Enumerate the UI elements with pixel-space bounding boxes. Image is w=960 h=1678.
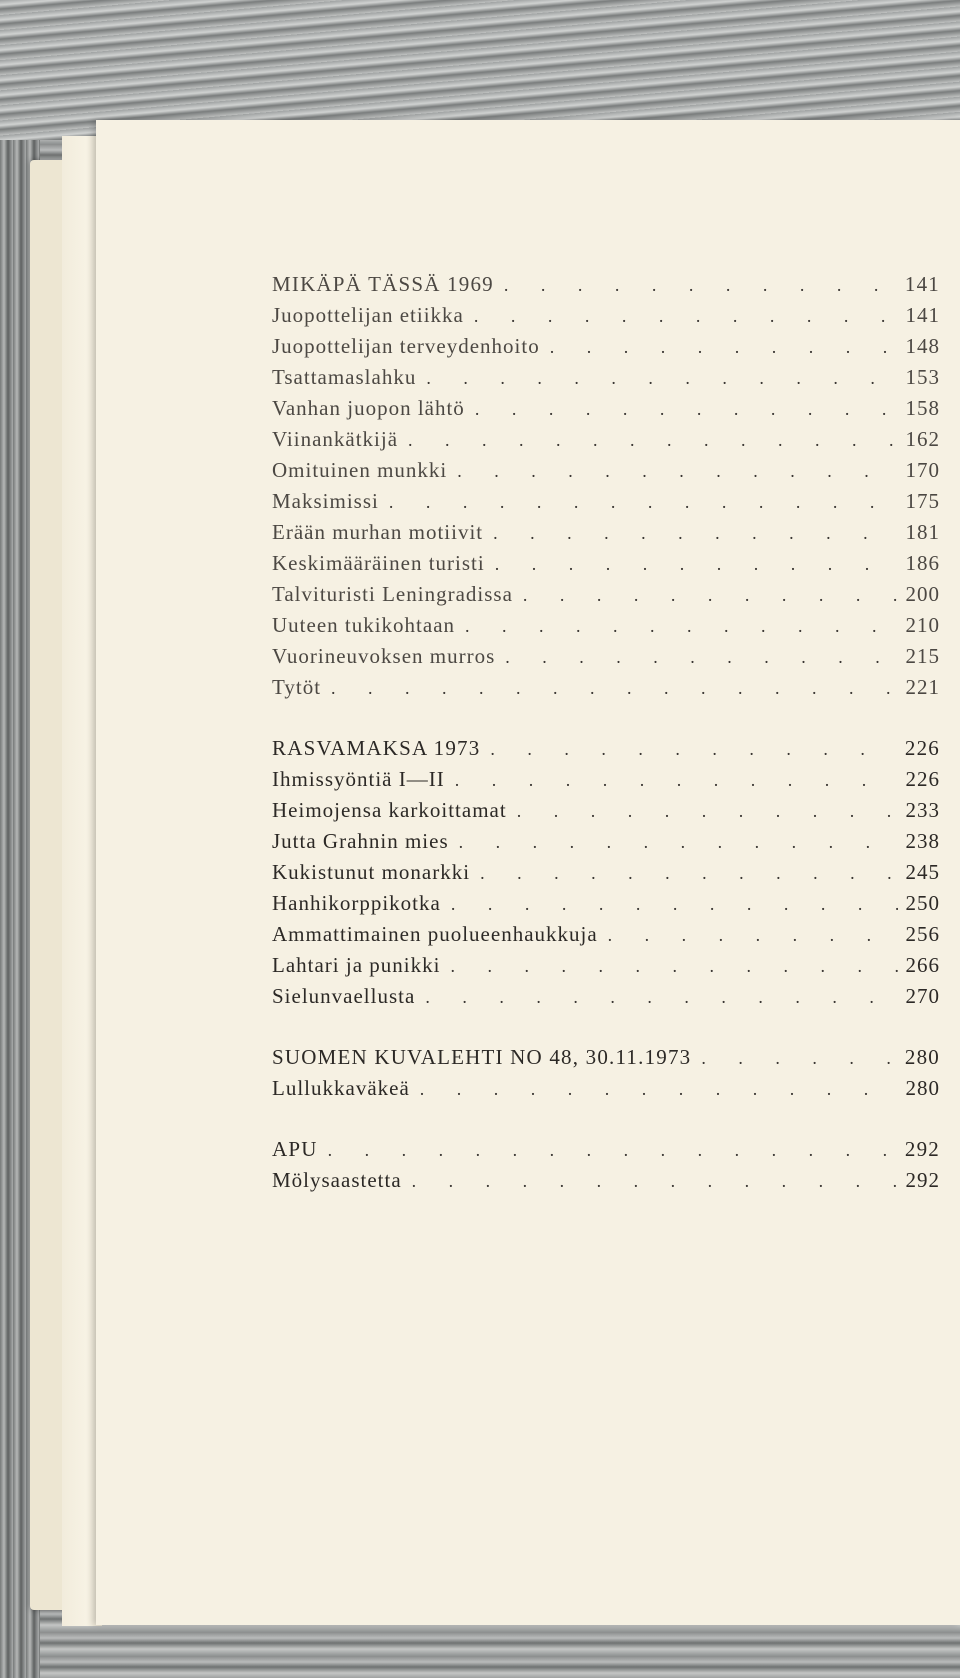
table-of-contents bbox=[272, 272, 940, 1229]
section-title: RASVAMAKSA 1973 bbox=[272, 736, 481, 760]
dot-leader bbox=[459, 832, 898, 853]
page-number: 245 bbox=[905, 860, 940, 884]
dot-leader bbox=[475, 399, 898, 420]
page-number: 170 bbox=[905, 458, 940, 482]
page-number: 292 bbox=[904, 1137, 940, 1161]
dot-leader bbox=[517, 801, 898, 822]
entry-title: Jutta Grahnin mies bbox=[272, 829, 449, 853]
entry-title: Talvituristi Leningradissa bbox=[272, 582, 513, 606]
dot-leader bbox=[425, 987, 898, 1008]
page-number: 266 bbox=[905, 953, 940, 977]
dot-leader bbox=[408, 430, 898, 451]
entry-title: Heimojensa karkoittamat bbox=[272, 798, 507, 822]
page-number: 270 bbox=[905, 984, 940, 1008]
entry-title: Uuteen tukikohtaan bbox=[272, 613, 456, 637]
page-number: 186 bbox=[905, 551, 940, 575]
toc-entry bbox=[272, 644, 940, 675]
entry-title: Omituinen munkki bbox=[272, 458, 448, 482]
entry-title: Lullukkaväkeä bbox=[272, 1076, 410, 1100]
entry-title: Vuorineuvoksen murros bbox=[272, 644, 496, 668]
dot-leader bbox=[412, 1171, 898, 1192]
section-title: MIKÄPÄ TÄSSÄ 1969 bbox=[272, 272, 494, 296]
toc-entry bbox=[272, 1168, 940, 1199]
dot-leader bbox=[490, 739, 898, 760]
page-number: 153 bbox=[905, 365, 940, 389]
dot-leader bbox=[504, 275, 898, 296]
toc-section bbox=[272, 736, 940, 1015]
entry-title: Vanhan juopon lähtö bbox=[272, 396, 465, 420]
page-number: 181 bbox=[905, 520, 940, 544]
dot-leader bbox=[450, 956, 898, 977]
dot-leader bbox=[389, 492, 898, 513]
entry-title: Juopottelijan terveydenhoito bbox=[272, 334, 540, 358]
dot-leader bbox=[550, 337, 898, 358]
wood-background-top bbox=[0, 0, 960, 140]
toc-entry bbox=[272, 798, 940, 829]
toc-section bbox=[272, 1045, 940, 1107]
toc-section-heading bbox=[272, 736, 940, 767]
dot-leader bbox=[465, 616, 898, 637]
toc-entry bbox=[272, 922, 940, 953]
entry-title: Viinankätkijä bbox=[272, 427, 399, 451]
page-number: 226 bbox=[904, 736, 940, 760]
dot-leader bbox=[455, 770, 898, 791]
toc-entry bbox=[272, 458, 940, 489]
entry-title: Tsattamaslahku bbox=[272, 365, 417, 389]
entry-title: Ihmissyöntiä I—II bbox=[272, 767, 445, 791]
dot-leader bbox=[480, 863, 898, 884]
entry-title: Tytöt bbox=[272, 675, 322, 699]
page-number: 292 bbox=[905, 1168, 940, 1192]
section-title: SUOMEN KUVALEHTI NO 48, 30.11.1973 bbox=[272, 1045, 692, 1069]
page-number: 141 bbox=[905, 303, 940, 327]
toc-entry bbox=[272, 675, 940, 706]
toc-section bbox=[272, 1137, 940, 1199]
dot-leader bbox=[701, 1048, 898, 1069]
page-number: 233 bbox=[905, 798, 940, 822]
toc-entry bbox=[272, 1076, 940, 1107]
dot-leader bbox=[608, 925, 898, 946]
entry-title: Erään murhan motiivit bbox=[272, 520, 484, 544]
page-number: 221 bbox=[905, 675, 940, 699]
toc-entry bbox=[272, 334, 940, 365]
page-number: 250 bbox=[905, 891, 940, 915]
dot-leader bbox=[457, 461, 898, 482]
page-number: 200 bbox=[905, 582, 940, 606]
dot-leader bbox=[523, 585, 898, 606]
entry-title: Hanhikorppikotka bbox=[272, 891, 441, 915]
dot-leader bbox=[451, 894, 898, 915]
entry-title: Mölysaastetta bbox=[272, 1168, 402, 1192]
dot-leader bbox=[426, 368, 898, 389]
toc-entry bbox=[272, 365, 940, 396]
page-number: 256 bbox=[905, 922, 940, 946]
entry-title: Juopottelijan etiikka bbox=[272, 303, 464, 327]
toc-section-heading bbox=[272, 1137, 940, 1168]
toc-entry bbox=[272, 582, 940, 613]
dot-leader bbox=[331, 678, 898, 699]
toc-entry bbox=[272, 613, 940, 644]
toc-entry bbox=[272, 860, 940, 891]
page-number: 158 bbox=[905, 396, 940, 420]
entry-title: Lahtari ja punikki bbox=[272, 953, 441, 977]
dot-leader bbox=[495, 554, 898, 575]
toc-section-heading bbox=[272, 1045, 940, 1076]
entry-title: Keskimääräinen turisti bbox=[272, 551, 485, 575]
toc-section-heading bbox=[272, 272, 940, 303]
toc-section bbox=[272, 272, 940, 706]
toc-entry bbox=[272, 303, 940, 334]
page-number: 238 bbox=[905, 829, 940, 853]
dot-leader bbox=[474, 306, 898, 327]
dot-leader bbox=[505, 647, 898, 668]
page-number: 280 bbox=[905, 1076, 940, 1100]
page-number: 210 bbox=[905, 613, 940, 637]
dot-leader bbox=[328, 1140, 898, 1161]
page-number: 215 bbox=[905, 644, 940, 668]
toc-entry bbox=[272, 551, 940, 582]
toc-entry bbox=[272, 953, 940, 984]
toc-entry bbox=[272, 520, 940, 551]
page-number: 141 bbox=[904, 272, 940, 296]
toc-entry bbox=[272, 984, 940, 1015]
toc-entry bbox=[272, 427, 940, 458]
page-number: 280 bbox=[904, 1045, 940, 1069]
dot-leader bbox=[420, 1079, 898, 1100]
toc-entry bbox=[272, 489, 940, 520]
page-number: 226 bbox=[905, 767, 940, 791]
page-number: 175 bbox=[905, 489, 940, 513]
toc-entry bbox=[272, 396, 940, 427]
page-number: 148 bbox=[905, 334, 940, 358]
page-number: 162 bbox=[905, 427, 940, 451]
toc-entry bbox=[272, 767, 940, 798]
entry-title: Sielunvaellusta bbox=[272, 984, 416, 1008]
entry-title: Kukistunut monarkki bbox=[272, 860, 471, 884]
section-title: APU bbox=[272, 1137, 318, 1161]
toc-entry bbox=[272, 829, 940, 860]
dot-leader bbox=[493, 523, 898, 544]
toc-entry bbox=[272, 891, 940, 922]
entry-title: Ammattimainen puolueenhaukkuja bbox=[272, 922, 598, 946]
entry-title: Maksimissi bbox=[272, 489, 379, 513]
